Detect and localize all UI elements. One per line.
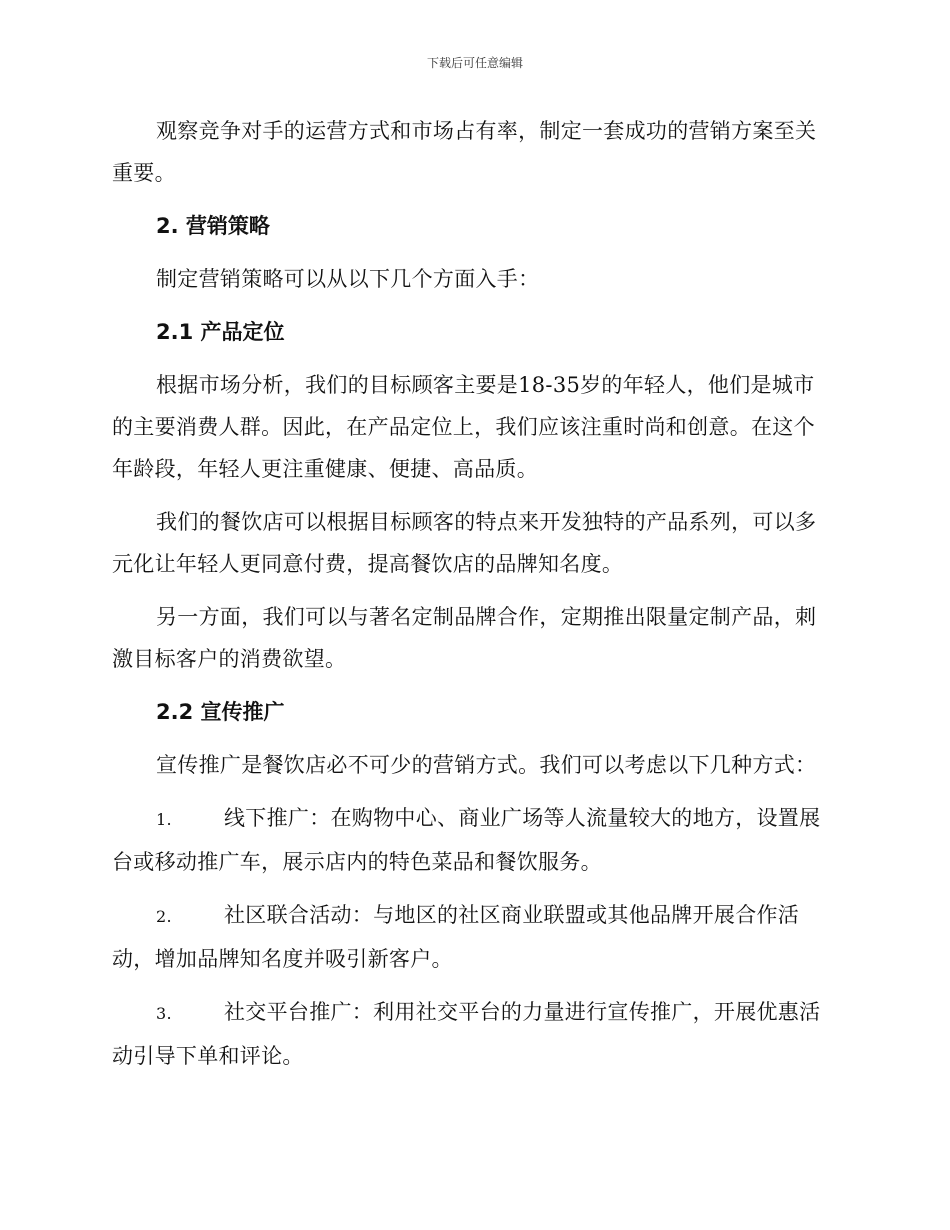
section-2-1-paragraph: 根据市场分析，我们的目标顾客主要是18-35岁的年轻人，他们是城市的主要消费人群。因此，在产品定位上，我们应该注重时尚和创意。在这个年龄段，年轻人更注重健康、便捷、高品质。: [112, 373, 815, 481]
intro-paragraph: 观察竞争对手的运营方式和市场占有率，制定一套成功的营销方案至关重要。: [112, 119, 817, 185]
section-2-2-paragraph: 宣传推广是餐饮店必不可少的营销方式。我们可以考虑以下几种方式：: [156, 753, 817, 777]
document-body: [112, 110, 832, 1088]
section-2-paragraph: 制定营销策略可以从以下几个方面入手：: [156, 267, 540, 291]
list-item-text: 线下推广：在购物中心、商业广场等人流量较大的地方，设置展台或移动推广车，展示店内的特色菜品和餐饮服务。: [112, 806, 821, 874]
list-item-text: 社区联合活动：与地区的社区商业联盟或其他品牌开展合作活动，增加品牌知名度并吸引新客户。: [112, 903, 800, 971]
section-2-1-paragraph: 我们的餐饮店可以根据目标顾客的特点来开发独特的产品系列，可以多元化让年轻人更同意付费，提高餐饮店的品牌知名度。: [112, 510, 817, 576]
section-2-2-heading: 2.2 宣传推广: [156, 700, 285, 724]
list-item-text: 社交平台推广：利用社交平台的力量进行宣传推广，开展优惠活动引导下单和评论。: [112, 1000, 821, 1068]
list-item-number: 3.: [156, 1004, 172, 1023]
section-2-1-heading: 2.1 产品定位: [156, 320, 285, 344]
list-item-number: 1.: [156, 810, 172, 829]
list-item: [112, 991, 832, 1077]
header-note: 下载后可任意编辑: [426, 56, 523, 70]
list-item: [112, 797, 832, 883]
section-2-1-paragraph: 另一方面，我们可以与著名定制品牌合作，定期推出限量定制产品，刺激目标客户的消费欲望。: [112, 605, 817, 671]
list-item-number: 2.: [156, 907, 172, 926]
list-item: [112, 894, 832, 980]
section-2-heading: 2. 营销策略: [156, 214, 270, 238]
